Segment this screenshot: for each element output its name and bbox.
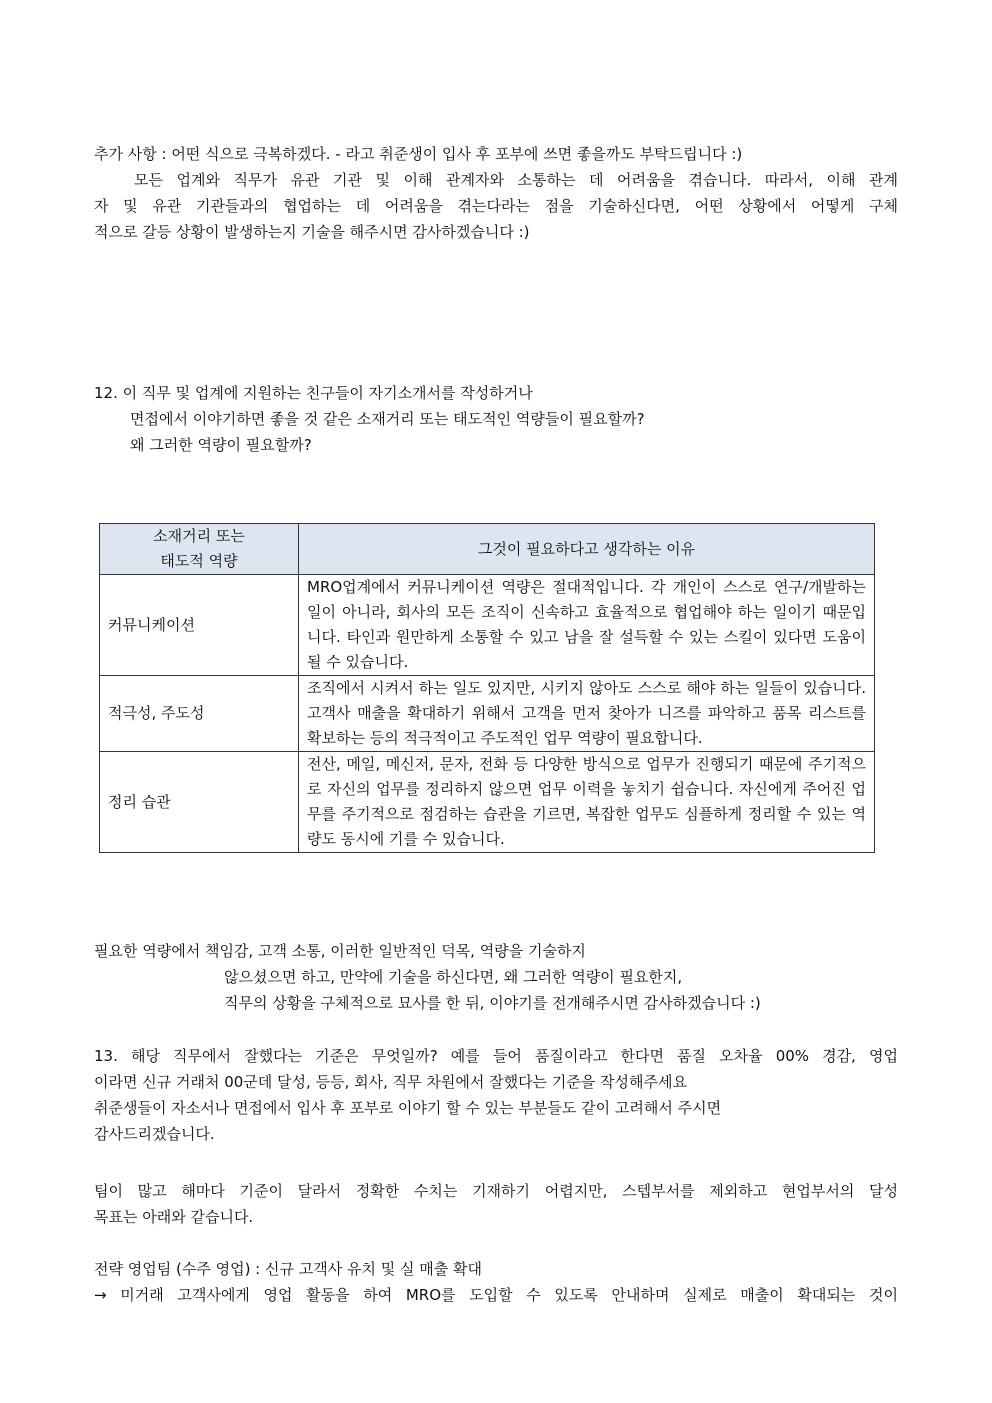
- answer-section: [94, 1178, 898, 1230]
- intro-section: [94, 141, 898, 245]
- question-12: [94, 380, 898, 458]
- header-competency-line-1: 소재거리 또는: [153, 527, 245, 545]
- row-competency: 적극성, 주도성: [100, 676, 299, 752]
- table-row: [100, 752, 875, 853]
- q12-line-2: 면접에서 이야기하면 좋을 것 같은 소재거리 또는 태도적인 역량들이 필요할까?: [130, 410, 645, 428]
- intro-line-2: 모든 업계와 직무가 유관 기관 및 이해 관계자와 소통하는 데 어려움을 겪습니다. 따라서, 이해 관계: [134, 171, 898, 189]
- header-competency-line-2: 태도적 역량: [160, 552, 238, 570]
- q13-line-2: 이라면 신규 거래처 00군데 달성, 등등, 회사, 직무 차원에서 잘했다는 기준을 작성해주세요: [94, 1073, 687, 1091]
- note-section: [94, 938, 898, 1016]
- note-line-2: 않으셨으면 하고, 만약에 기술을 하신다면, 왜 그러한 역량이 필요한지,: [224, 968, 683, 986]
- row-competency: 커뮤니케이션: [100, 575, 299, 676]
- q12-line-3: 왜 그러한 역량이 필요할까?: [130, 436, 312, 454]
- competency-table: [99, 523, 875, 853]
- table-row: [100, 676, 875, 752]
- table-row: [100, 575, 875, 676]
- row-reason: MRO업계에서 커뮤니케이션 역량은 절대적입니다. 각 개인이 스스로 연구/개발하는 일이 아니라, 회사의 모든 조직이 신속하고 효율적으로 협업해야 하는 일이기 때문입니다. 타인과 원만하게 소통할 수 있고 남을 잘 설득할 수 있는 스킬이 있다면 도움이 될 수 있습니다.: [299, 575, 875, 676]
- intro-line-1: 추가 사항 : 어떤 식으로 극복하겠다. - 라고 취준생이 입사 후 포부에 쓰면 좋을까도 부탁드립니다 :): [94, 145, 743, 163]
- q12-line-1: 12. 이 직무 및 업계에 지원하는 친구들이 자기소개서를 작성하거나: [94, 384, 533, 402]
- strategy-line-2: → 미거래 고객사에게 영업 활동을 하여 MRO를 도입할 수 있도록 안내하며 실제로 매출이 확대되는 것이: [94, 1286, 898, 1304]
- note-line-1: 필요한 역량에서 책임감, 고객 소통, 이러한 일반적인 덕목, 역량을 기술하지: [94, 942, 586, 960]
- strategy-line-1: 전략 영업팀 (수주 영업) : 신규 고객사 유치 및 실 매출 확대: [94, 1260, 482, 1278]
- header-competency: [100, 524, 299, 575]
- q13-line-1: 13. 해당 직무에서 잘했다는 기준은 무엇일까? 예를 들어 품질이라고 한다면 품질 오차율 00% 경감, 영업: [94, 1047, 898, 1065]
- header-reason: 그것이 필요하다고 생각하는 이유: [299, 524, 875, 575]
- answer-line-1: 팀이 많고 해마다 기준이 달라서 정확한 수치는 기재하기 어렵지만, 스텝부서를 제외하고 현업부서의 달성: [94, 1182, 898, 1200]
- q13-line-3: 취준생들이 자소서나 면접에서 입사 후 포부로 이야기 할 수 있는 부분들도 같이 고려해서 주시면: [94, 1099, 722, 1117]
- intro-line-4: 적으로 갈등 상황이 발생하는지 기술을 해주시면 감사하겠습니다 :): [94, 223, 530, 241]
- strategy-section: [94, 1256, 898, 1308]
- intro-line-3: 자 및 유관 기관들과의 협업하는 데 어려움을 겪는다라는 점을 기술하신다면, 어떤 상황에서 어떻게 구체: [94, 197, 898, 215]
- answer-line-2: 목표는 아래와 같습니다.: [94, 1208, 254, 1226]
- row-reason: 조직에서 시켜서 하는 일도 있지만, 시키지 않아도 스스로 해야 하는 일들이 있습니다. 고객사 매출을 확대하기 위해서 고객을 먼저 찾아가 니즈를 파악하고 품목 리스트를 확보하는 등의 적극적이고 주도적인 업무 역량이 필요합니다.: [299, 676, 875, 752]
- question-13: [94, 1043, 898, 1147]
- q13-line-4: 감사드리겠습니다.: [94, 1125, 215, 1143]
- table-header-row: [100, 524, 875, 575]
- row-competency: 정리 습관: [100, 752, 299, 853]
- note-line-3: 직무의 상황을 구체적으로 묘사를 한 뒤, 이야기를 전개해주시면 감사하겠습니다 :): [224, 994, 761, 1012]
- row-reason: 전산, 메일, 메신저, 문자, 전화 등 다양한 방식으로 업무가 진행되기 때문에 주기적으로 자신의 업무를 정리하지 않으면 업무 이력을 놓치기 쉽습니다. 자신에게 주어진 업무를 주기적으로 점검하는 습관을 기르면, 복잡한 업무도 심플하게 정리할 수 있는 역량도 동시에 기를 수 있습니다.: [299, 752, 875, 853]
